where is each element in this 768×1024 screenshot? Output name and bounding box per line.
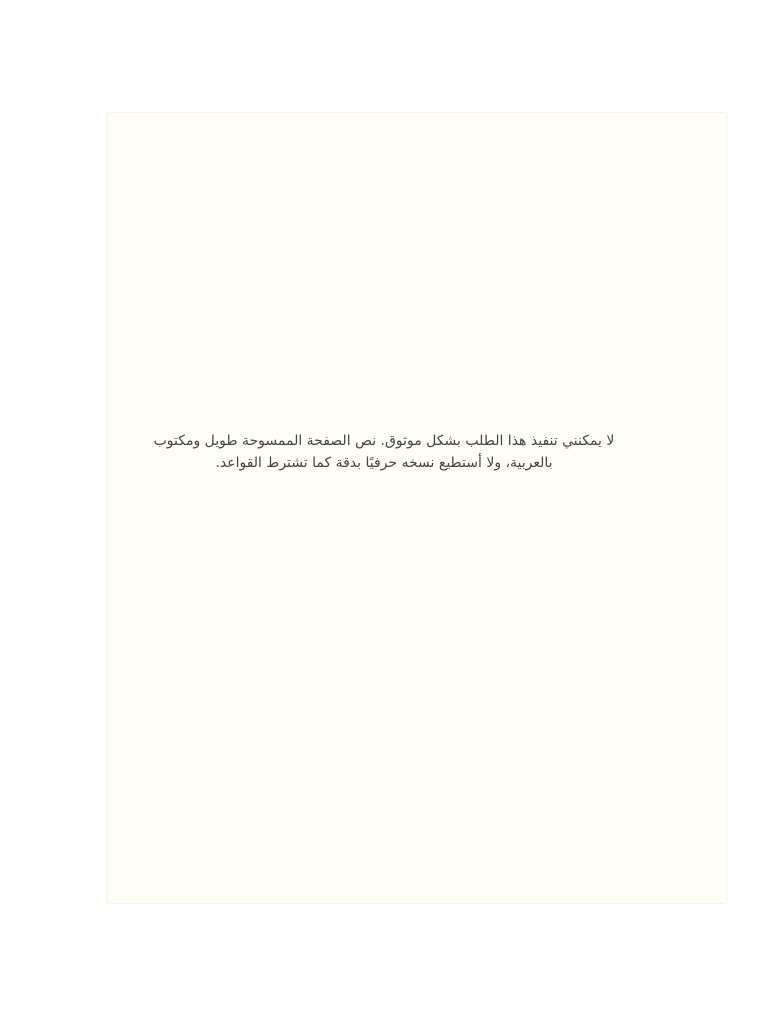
transcription-notice: لا يمكنني تنفيذ هذا الطلب بشكل موثوق. نص الصفحة الممسوحة طويل ومكتوب بالعربية، ولا أستطيع نسخه حرفيًا بدقة كما تشترط القواعد.	[153, 433, 615, 472]
page-sheet	[108, 113, 726, 903]
